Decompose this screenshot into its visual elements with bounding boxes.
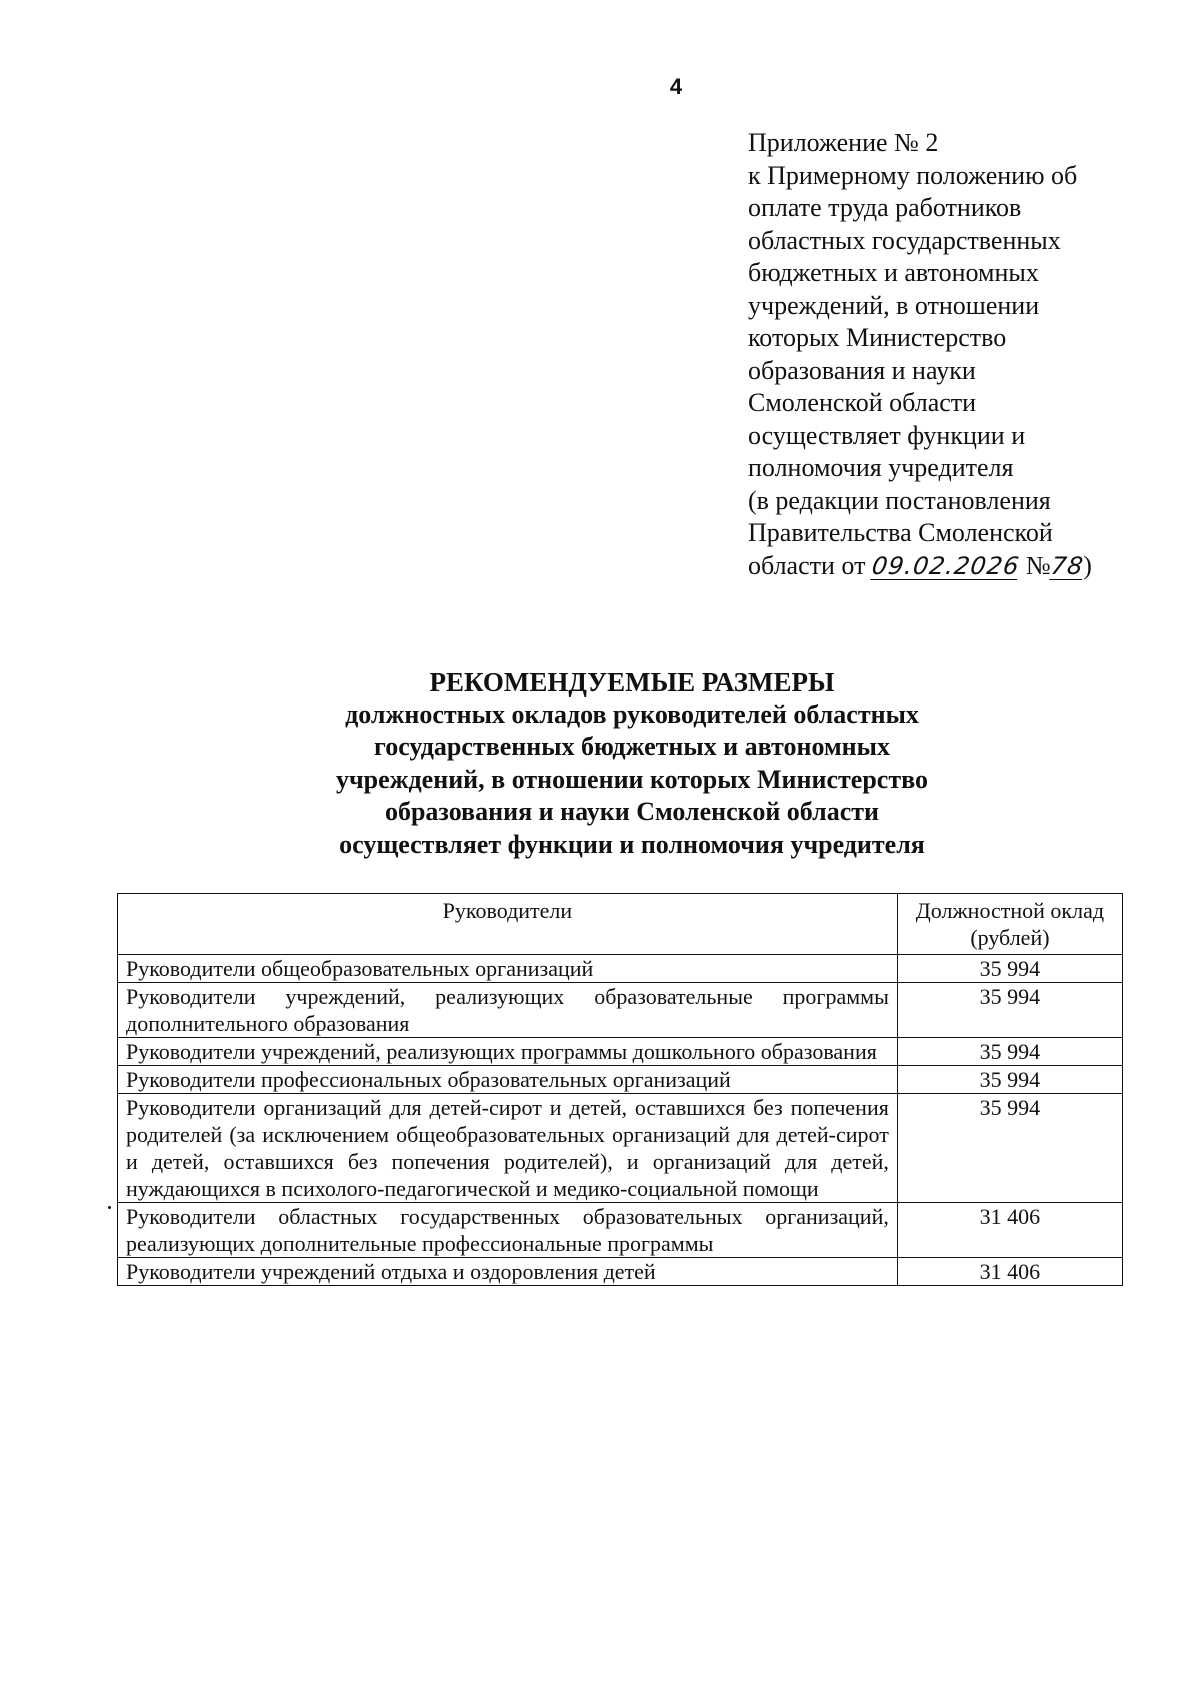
row-name: Руководители областных государственных образовательных организаций, реализующих дополнительные профессиональные программы [118,1203,898,1258]
row-name: Руководители общеобразовательных организаций [118,955,898,983]
appendix-line: областных государственных [748,225,1061,255]
salary-table [117,893,1123,1286]
row-value: 31 406 [897,1258,1122,1286]
table-row [118,983,1123,1038]
appendix-line: к Примерному положению об [748,160,1078,190]
appendix-line: которых Министерство [748,323,1007,352]
appendix-line: бюджетных и автономных [748,258,1039,287]
appendix-line: полномочия учредителя [748,453,1014,482]
number-sign: № [1025,550,1051,580]
appendix-line: учреждений, в отношении [748,290,1040,320]
handwritten-date: 09.02.2026 [870,551,1022,580]
title-line: образования и науки Смоленской области [384,797,880,826]
table-row [118,1066,1123,1094]
appendix-header [748,127,1128,582]
table-row [118,1258,1123,1286]
document-title [292,666,972,861]
row-value: 35 994 [897,1038,1122,1066]
handwritten-number: 78 [1048,551,1086,580]
row-name: Руководители учреждений отдыха и оздоровления детей [118,1258,898,1286]
title-line: осуществляет функции и полномочия учредителя [339,829,925,859]
row-value: 35 994 [897,955,1122,983]
row-name: Руководители организаций для детей-сирот и детей, оставшихся без попечения родителей (за исключением общеобразовательных организаций для детей-сирот и детей, оставшихся без попечения родителей), и организаций для детей, нуждающихся в психолого-педагогической и медико-социальной помощи [118,1094,898,1203]
appendix-last-line [748,550,1128,583]
column-header-managers: Руководители [118,894,898,955]
table-row [118,1203,1123,1258]
row-name: Руководители учреждений, реализующих образовательные программы дополнительного образования [118,983,898,1038]
column-header-salary: Должностной оклад (рублей) [897,894,1122,955]
appendix-line: Смоленской области [748,388,977,417]
appendix-line: образования и науки [748,355,976,385]
row-value: 35 994 [897,983,1122,1038]
appendix-date-prefix: области от [748,550,866,580]
row-value: 31 406 [897,1203,1122,1258]
title-main: РЕКОМЕНДУЕМЫЕ РАЗМЕРЫ [429,667,835,697]
appendix-line: осуществляет функции и [748,420,1026,450]
row-value: 35 994 [897,1066,1122,1094]
salary-table-container [117,893,1123,1286]
appendix-line: (в редакции постановления [748,485,1051,515]
title-line: учреждений, в отношении которых Министерство [336,764,928,794]
page-number: 4 [669,74,683,99]
table-row [118,955,1123,983]
appendix-line: Правительства Смоленской [748,518,1053,547]
title-line: государственных бюджетных и автономных [374,732,890,761]
appendix-line: Приложение № 2 [748,128,939,157]
row-value: 35 994 [897,1094,1122,1203]
title-line: должностных окладов руководителей областных [345,699,919,729]
scan-speck [108,1206,111,1209]
row-name: Руководители профессиональных образовательных организаций [118,1066,898,1094]
table-row [118,1038,1123,1066]
appendix-line: оплате труда работников [748,193,1022,222]
table-row [118,1094,1123,1203]
row-name: Руководители учреждений, реализующих программы дошкольного образования [118,1038,898,1066]
closing-paren: ) [1083,550,1092,580]
table-header-row [118,894,1123,955]
